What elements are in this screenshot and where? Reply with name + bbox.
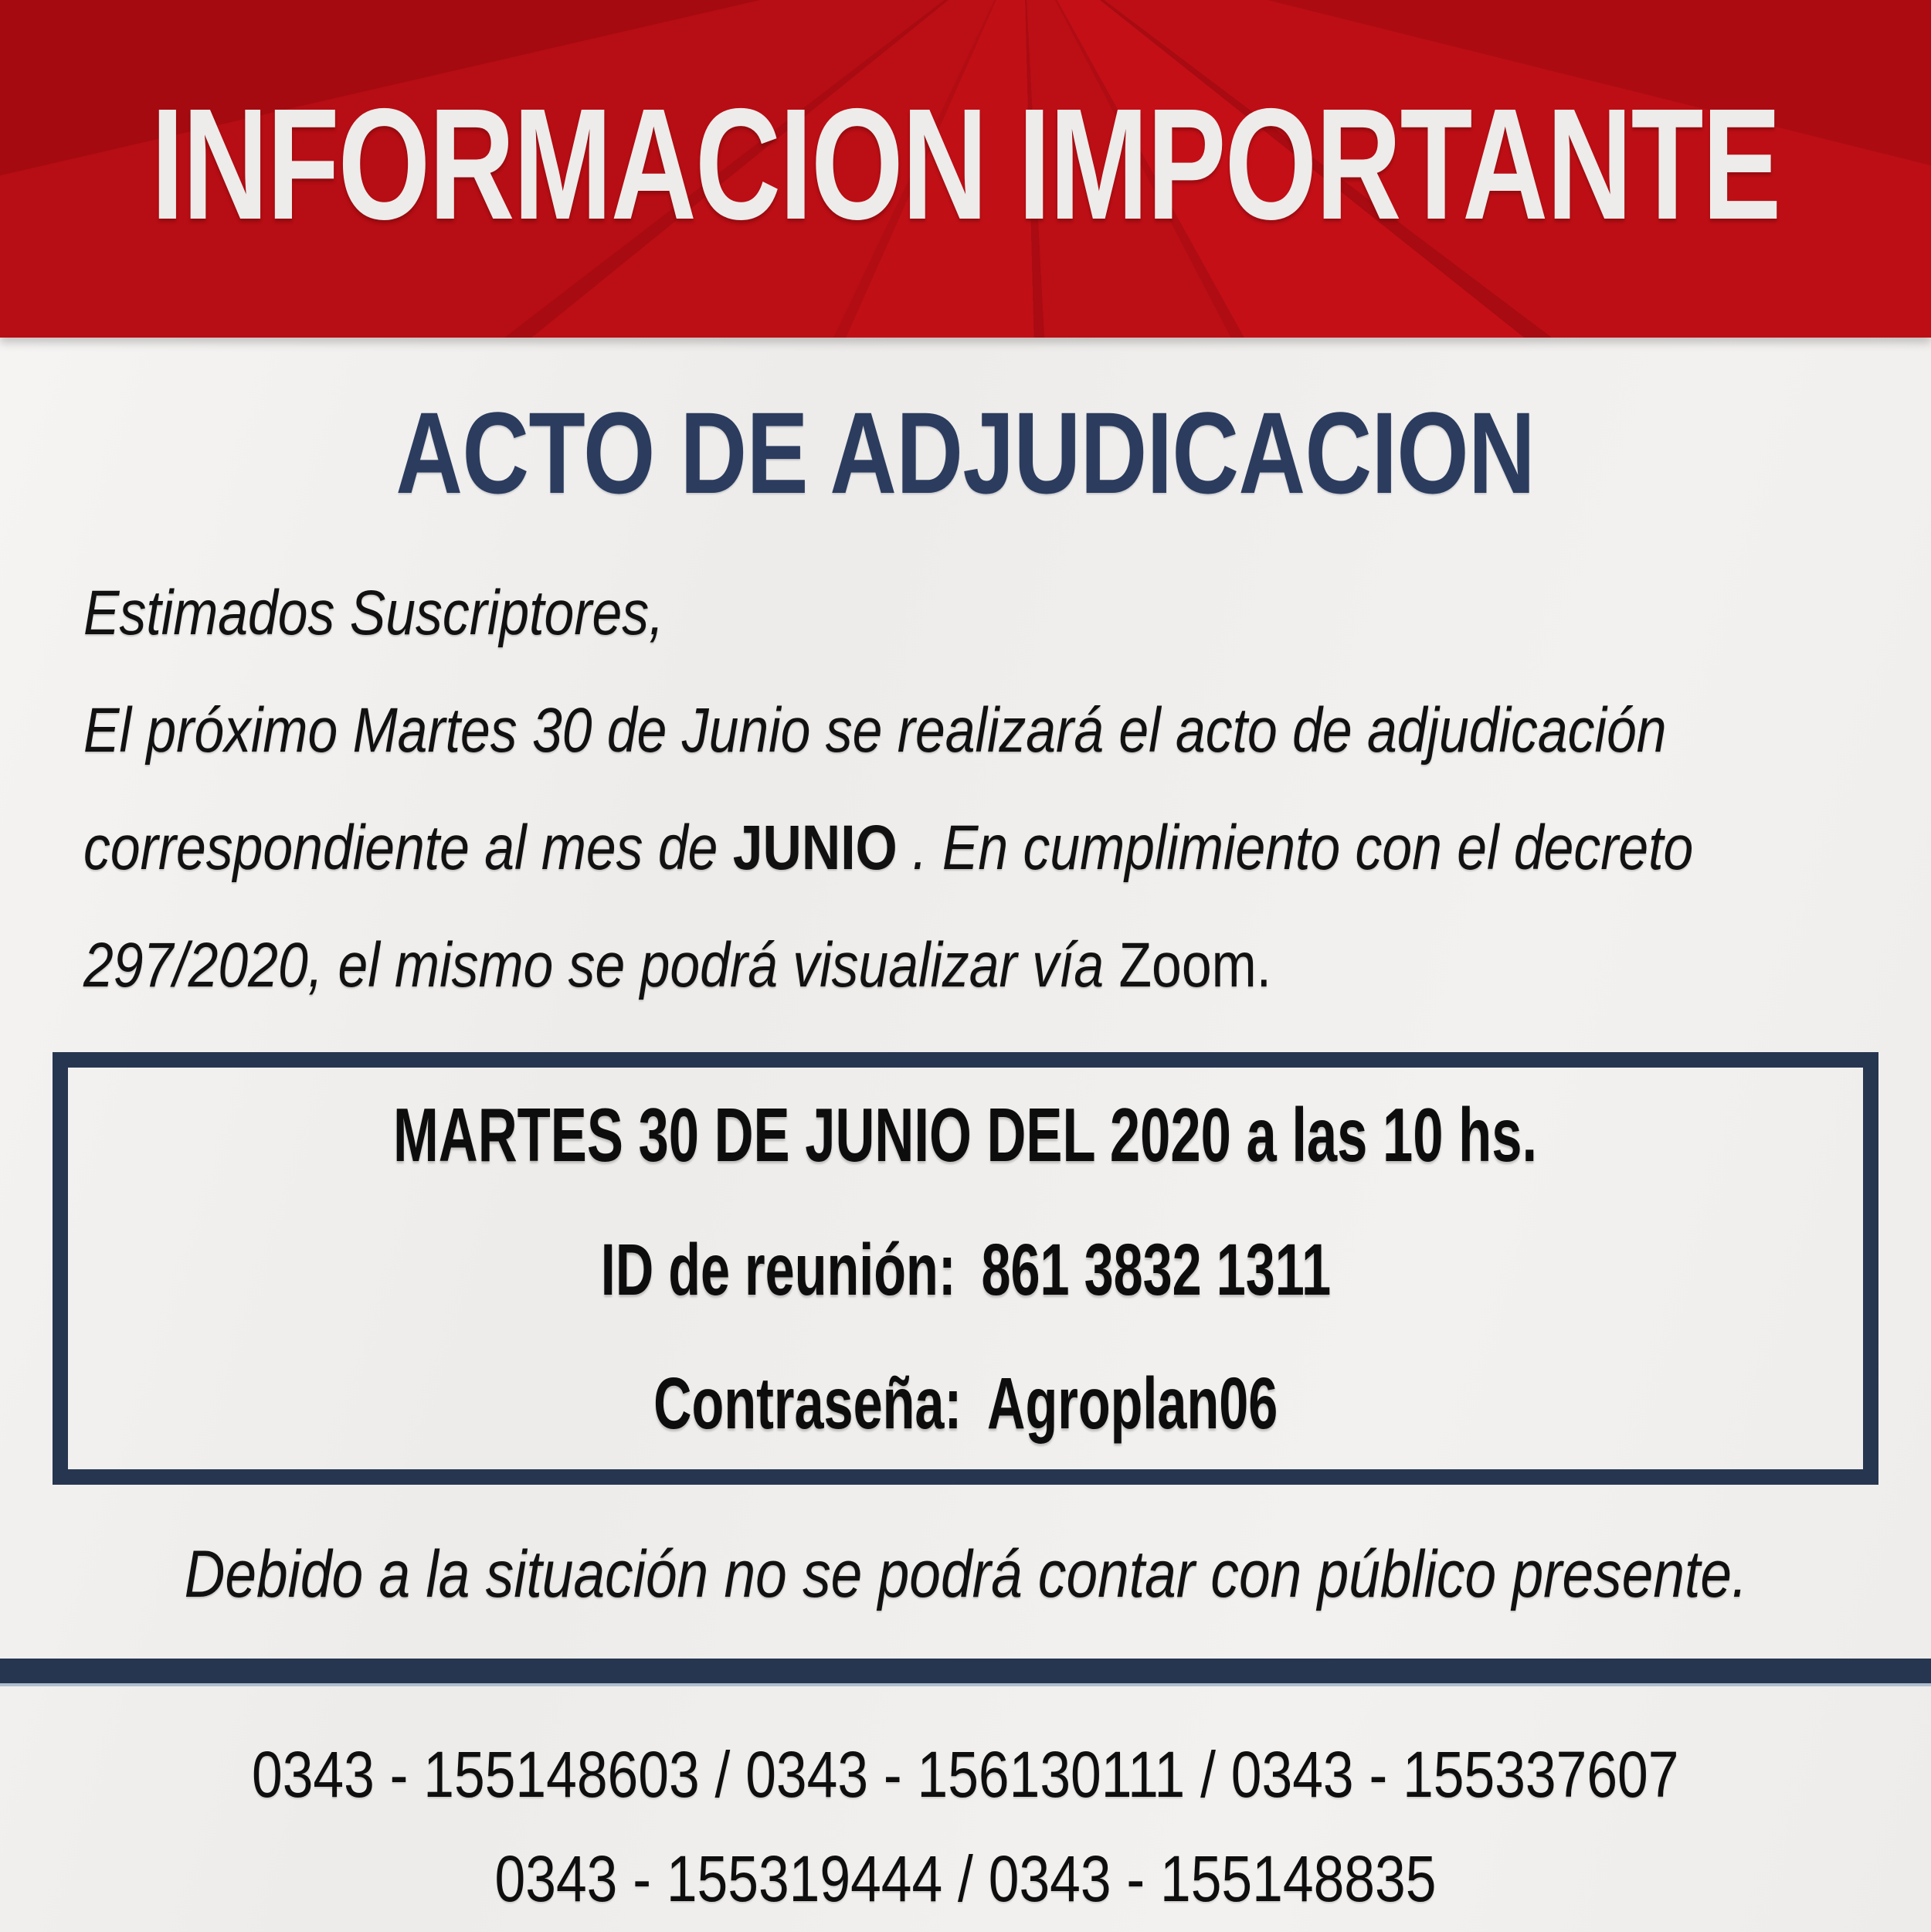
banner-title: INFORMACION IMPORTANTE (151, 75, 1780, 253)
intro-line-4 (83, 907, 1900, 1024)
header-banner (0, 0, 1931, 338)
meeting-password-label: Contraseña: (653, 1362, 962, 1445)
intro-line-1-text: Estimados Suscriptores, (83, 578, 664, 648)
intro-line-1 (83, 555, 1900, 672)
intro-line-2-text: El próximo Martes 30 de Junio se realizará el acto de adjudicación (83, 695, 1667, 766)
month-bold: JUNIO (732, 813, 898, 883)
page-title-text: ACTO DE ADJUDICACION (395, 388, 1536, 518)
phone-numbers (0, 1732, 1931, 1932)
phone-line-1-text: 0343 - 155148603 / 0343 - 156130111 / 0343 - 155337607 (252, 1738, 1679, 1811)
intro-line-4-pre: 297/2020, el mismo se podrá visualizar vía (83, 930, 1119, 1000)
meeting-password-text (653, 1362, 1278, 1446)
meeting-date (171, 1092, 1760, 1179)
intro-line-3-text (83, 789, 1693, 907)
phone-line-2-text: 0343 - 155319444 / 0343 - 155148835 (494, 1842, 1437, 1915)
meeting-id (459, 1228, 1473, 1312)
meeting-id-text (600, 1228, 1330, 1312)
intro-line-4-text (83, 907, 1271, 1024)
no-public-notice (0, 1528, 1931, 1640)
intro-paragraph (83, 555, 1900, 1024)
phone-line-2 (0, 1836, 1931, 1932)
meeting-password (532, 1362, 1399, 1446)
meeting-date-text: MARTES 30 DE JUNIO DEL 2020 a las 10 hs. (393, 1092, 1538, 1177)
page-title (0, 386, 1931, 520)
no-public-notice-text: Debido a la situación no se podrá contar con público presente. (184, 1537, 1747, 1611)
intro-line-3 (83, 789, 1900, 907)
meeting-details-box (53, 1052, 1878, 1485)
intro-line-3-post: . En cumplimiento con el decreto (897, 813, 1694, 883)
phone-line-1 (0, 1732, 1931, 1836)
intro-line-2 (83, 672, 1900, 789)
intro-line-3-pre: correspondiente al mes de (83, 813, 733, 883)
meeting-id-label: ID de reunión: (600, 1228, 956, 1311)
zoom-text: Zoom. (1118, 930, 1272, 1000)
meeting-password-value: Agroplan06 (986, 1362, 1278, 1445)
meeting-id-value: 861 3832 1311 (980, 1228, 1331, 1311)
divider-bar (0, 1659, 1931, 1686)
